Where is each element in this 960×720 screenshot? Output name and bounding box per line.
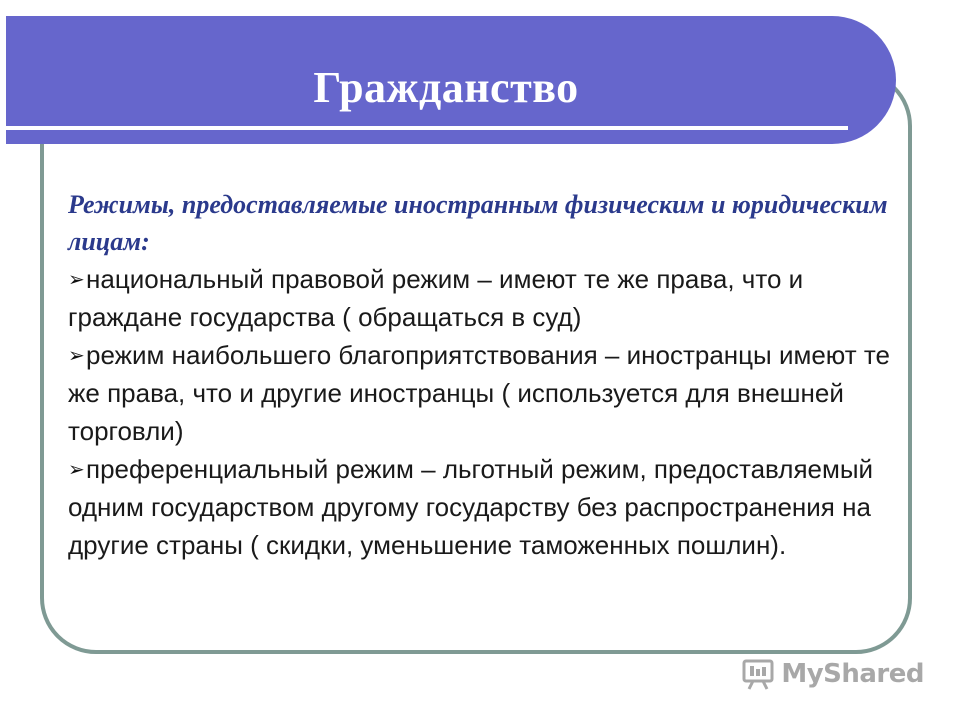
arrow-bullet-icon: ➢ <box>68 459 85 481</box>
title-banner <box>6 16 896 144</box>
presentation-board-icon <box>741 657 775 691</box>
bullet-text: национальный правовой режим – имеют те же права, что и граждане государства ( обращаться в суд) <box>68 264 804 332</box>
bullet-item <box>68 336 898 450</box>
title-underline <box>6 126 848 130</box>
bullet-item <box>68 450 898 564</box>
slide-title: Гражданство <box>313 63 579 112</box>
watermark <box>741 656 924 692</box>
arrow-bullet-icon: ➢ <box>68 269 85 291</box>
arrow-bullet-icon: ➢ <box>68 345 85 367</box>
bullet-item <box>68 260 898 336</box>
watermark-text: MyShared <box>781 659 924 689</box>
intro-heading: Режимы, предоставляемые иностранным физическим и юридическим лицам: <box>68 190 888 256</box>
bullet-text: режим наибольшего благоприятствования – иностранцы имеют те же права, что и другие иностранцы ( используется для внешней торговли) <box>68 340 890 446</box>
bullet-text: преференциальный режим – льготный режим, предоставляемый одним государством другому государству без распространения на другие страны ( скидки, уменьшение таможенных пошлин). <box>68 454 874 560</box>
slide-body <box>68 186 898 564</box>
